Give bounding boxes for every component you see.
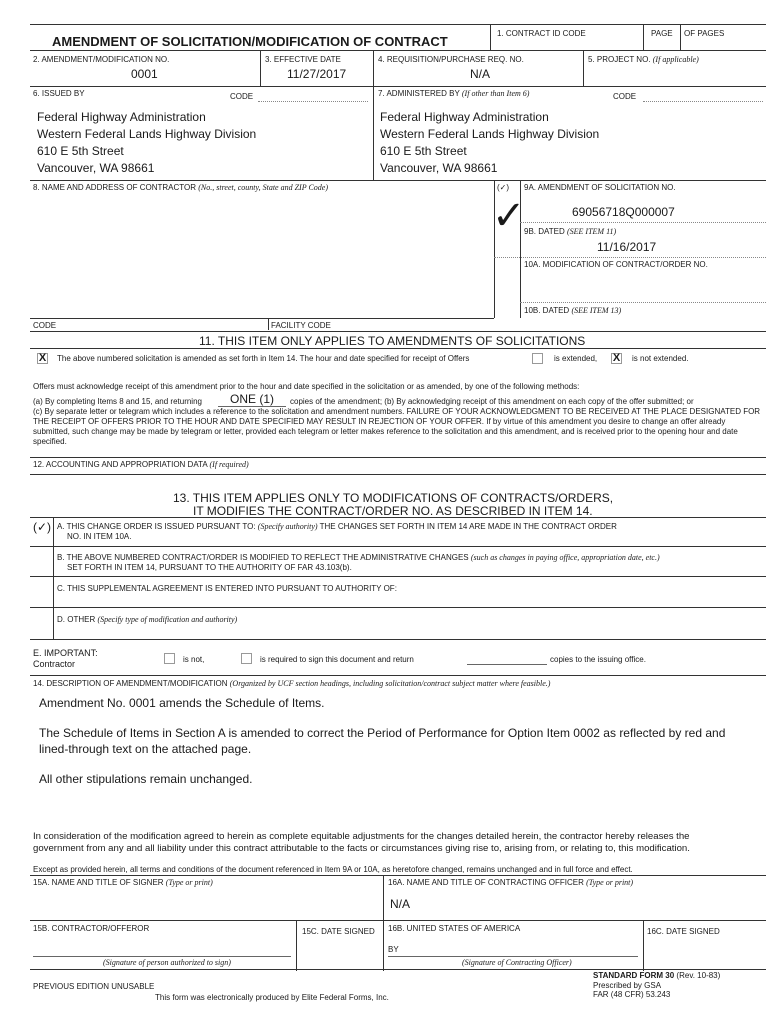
issued-by-line-2: Western Federal Lands Highway Division (37, 127, 257, 141)
description-line-3: lined-through text on the attached page. (39, 742, 252, 756)
extended-label: is extended, (554, 354, 598, 363)
admin-by-line-1: Federal Highway Administration (380, 110, 549, 124)
usa-label: 16B. UNITED STATES OF AMERICA (388, 924, 521, 933)
description-line-4: All other stipulations remain unchanged. (39, 772, 253, 786)
item-10b-label: 10B. DATED (SEE ITEM 13) (524, 306, 622, 315)
item-9b-value[interactable]: 11/16/2017 (597, 240, 657, 254)
officer-name-label: 16A. NAME AND TITLE OF CONTRACTING OFFICER (Type or print) (388, 878, 634, 887)
item-13b-text-2: SET FORTH IN ITEM 14, PURSUANT TO THE AUTHORITY OF FAR 43.103(b). (67, 563, 352, 572)
check-mark-icon: ✓ (492, 193, 526, 239)
item-13b-text: B. THE ABOVE NUMBERED CONTRACT/ORDER IS MODIFIED TO REFLECT THE ADMINISTRATIVE CHANGES (such as changes in paying office, appropriation date, etc.) (57, 553, 660, 562)
contractor-code-label: CODE (33, 321, 57, 330)
amendment-no-value[interactable]: 0001 (131, 67, 158, 81)
extended-checkbox[interactable] (532, 353, 543, 364)
copies-returned-value[interactable]: ONE (1) (230, 392, 275, 406)
officer-name-value[interactable]: N/A (390, 897, 411, 911)
effective-date-label: 3. EFFECTIVE DATE (265, 55, 341, 64)
acknowledge-line: Offers must acknowledge receipt of this amendment prior to the hour and date specified in the solicitation or as amended, by one of the following methods: (33, 382, 580, 391)
of-pages-label: OF PAGES (684, 29, 725, 38)
item-13-check-label: (✓) (33, 520, 52, 534)
requisition-label: 4. REQUISITION/PURCHASE REQ. NO. (378, 55, 524, 64)
item-13d-text: D. OTHER (Specify type of modification and authority) (57, 615, 238, 624)
produced-by-note: This form was electronically produced by Elite Federal Forms, Inc. (155, 993, 389, 1002)
contractor-name-label: 8. NAME AND ADDRESS OF CONTRACTOR (No., street, county, State and ZIP Code) (33, 183, 328, 192)
is-not-label: is not, (183, 655, 205, 664)
prescribed-by-label: Prescribed by GSA (593, 981, 662, 990)
administered-by-label: 7. ADMINISTERED BY (If other than Item 6) (378, 89, 530, 98)
contractor-label: Contractor (33, 659, 76, 669)
consideration-line-1: In consideration of the modification agreed to herein as complete equitable adjustments for the changes detailed herein, the contractor hereby releases the (33, 831, 690, 842)
officer-date-signed-label: 16C. DATE SIGNED (647, 927, 720, 936)
issued-by-label: 6. ISSUED BY (33, 89, 85, 98)
consideration-line-2: government from any and all liability under this contract attributable to the facts or circumstances giving rise to, arising from, or relating to, this modification. (33, 843, 690, 854)
solicitation-amended-checkbox[interactable]: X (38, 352, 47, 364)
issued-code-label: CODE (230, 92, 254, 101)
item-13-heading-1: 13. THIS ITEM APPLIES ONLY TO MODIFICATIONS OF CONTRACTS/ORDERS, (173, 491, 614, 505)
important-label: E. IMPORTANT: (33, 648, 98, 658)
description-line-2: The Schedule of Items in Section A is amended to correct the Period of Performance for Option Item 0002 as reflected by red and (39, 726, 726, 740)
description-line-1: Amendment No. 0001 amends the Schedule of Items. (39, 696, 325, 710)
except-provided-text: Except as provided herein, all terms and conditions of the document referenced in Item 9A or 10A, as heretofore changed, remains unchanged and in full force and effect. (33, 865, 633, 874)
amendment-no-label: 2. AMENDMENT/MODIFICATION NO. (33, 55, 170, 64)
method-a-suffix: copies of the amendment; (b) By acknowledging receipt of this amendment on each copy of the offer submitted; or (290, 397, 694, 406)
admin-by-line-3: 610 E 5th Street (380, 144, 467, 158)
by-label: BY (388, 945, 399, 954)
acknowledgment-paragraph: (c) By separate letter or telegram which includes a reference to the solicitation and amendment numbers. FAILURE OF YOUR ACKNOWLEDGMENT TO BE RECEIVED AT THE PLACE DESIGNATED FOR THE RECEIPT OF OFFERS PRIOR TO THE HOUR AND DATE SPECIFIED MAY RESULT IN REJECTION OF YOUR OFFER. If by virtue of this amendment you desire to change an offer already submitted, such change may be made by telegram or letter, provided each telegram or letter makes reference to the solicitation and this amendment, and is received prior to the opening hour and date specified. (33, 407, 761, 446)
not-extended-label: is not extended. (632, 354, 689, 363)
contractor-offeror-label: 15B. CONTRACTOR/OFFEROR (33, 924, 150, 933)
copies-to-office-label: copies to the issuing office. (550, 655, 646, 664)
accounting-data-label: 12. ACCOUNTING AND APPROPRIATION DATA (If required) (33, 460, 249, 469)
officer-signature-caption: (Signature of Contracting Officer) (462, 958, 572, 967)
method-a-prefix: (a) By completing Items 8 and 15, and returning (33, 397, 202, 406)
administered-code-label: CODE (613, 92, 637, 101)
solicitation-amended-text: The above numbered solicitation is amended as set forth in Item 14. The hour and date specified for receipt of Offers (57, 354, 470, 363)
effective-date-value[interactable]: 11/27/2017 (287, 67, 347, 81)
previous-edition-note: PREVIOUS EDITION UNUSABLE (33, 982, 155, 991)
far-reference-label: FAR (48 CFR) 53.243 (593, 990, 671, 999)
item-13-heading-2: IT MODIFIES THE CONTRACT/ORDER NO. AS DESCRIBED IN ITEM 14. (193, 504, 593, 518)
issued-by-line-1: Federal Highway Administration (37, 110, 206, 124)
is-required-checkbox[interactable] (241, 653, 252, 664)
item-10a-label: 10A. MODIFICATION OF CONTRACT/ORDER NO. (524, 260, 708, 269)
signer-name-label: 15A. NAME AND TITLE OF SIGNER (Type or print) (33, 878, 213, 887)
item-9b-label: 9B. DATED (SEE ITEM 11) (524, 227, 617, 236)
is-not-checkbox[interactable] (164, 653, 175, 664)
issued-by-line-3: 610 E 5th Street (37, 144, 124, 158)
facility-code-label: FACILITY CODE (271, 321, 331, 330)
item-9a-value[interactable]: 69056718Q000007 (572, 205, 675, 219)
contract-id-label: 1. CONTRACT ID CODE (497, 29, 586, 38)
item-11-heading: 11. THIS ITEM ONLY APPLIES TO AMENDMENTS OF SOLICITATIONS (199, 334, 586, 348)
admin-by-line-2: Western Federal Lands Highway Division (380, 127, 600, 141)
check-column-label: (✓) (497, 183, 510, 192)
issued-by-line-4: Vancouver, WA 98661 (37, 161, 155, 175)
form-title: AMENDMENT OF SOLICITATION/MODIFICATION OF CONTRACT (52, 34, 448, 49)
contractor-date-signed-label: 15C. DATE SIGNED (302, 927, 375, 936)
page-label: PAGE (651, 29, 673, 38)
requisition-value[interactable]: N/A (470, 67, 491, 81)
item-9a-label: 9A. AMENDMENT OF SOLICITATION NO. (524, 183, 676, 192)
description-label: 14. DESCRIPTION OF AMENDMENT/MODIFICATION (Organized by UCF section headings, including solicitation/contract subject matter where feasible.) (33, 679, 551, 688)
item-13c-text: C. THIS SUPPLEMENTAL AGREEMENT IS ENTERED INTO PURSUANT TO AUTHORITY OF: (57, 584, 397, 593)
is-required-label: is required to sign this document and return (260, 655, 414, 664)
standard-form-label: STANDARD FORM 30 (Rev. 10-83) (593, 971, 721, 980)
not-extended-checkbox[interactable]: X (612, 352, 621, 364)
item-13a-text-2: NO. IN ITEM 10A. (67, 532, 132, 541)
contractor-signature-caption: (Signature of person authorized to sign) (103, 958, 231, 967)
admin-by-line-4: Vancouver, WA 98661 (380, 161, 498, 175)
project-no-label: 5. PROJECT NO. (If applicable) (588, 55, 699, 64)
item-13a-text: A. THIS CHANGE ORDER IS ISSUED PURSUANT TO: (Specify authority) THE CHANGES SET FORTH IN ITEM 14 ARE MADE IN THE CONTRACT ORDER (57, 522, 617, 531)
